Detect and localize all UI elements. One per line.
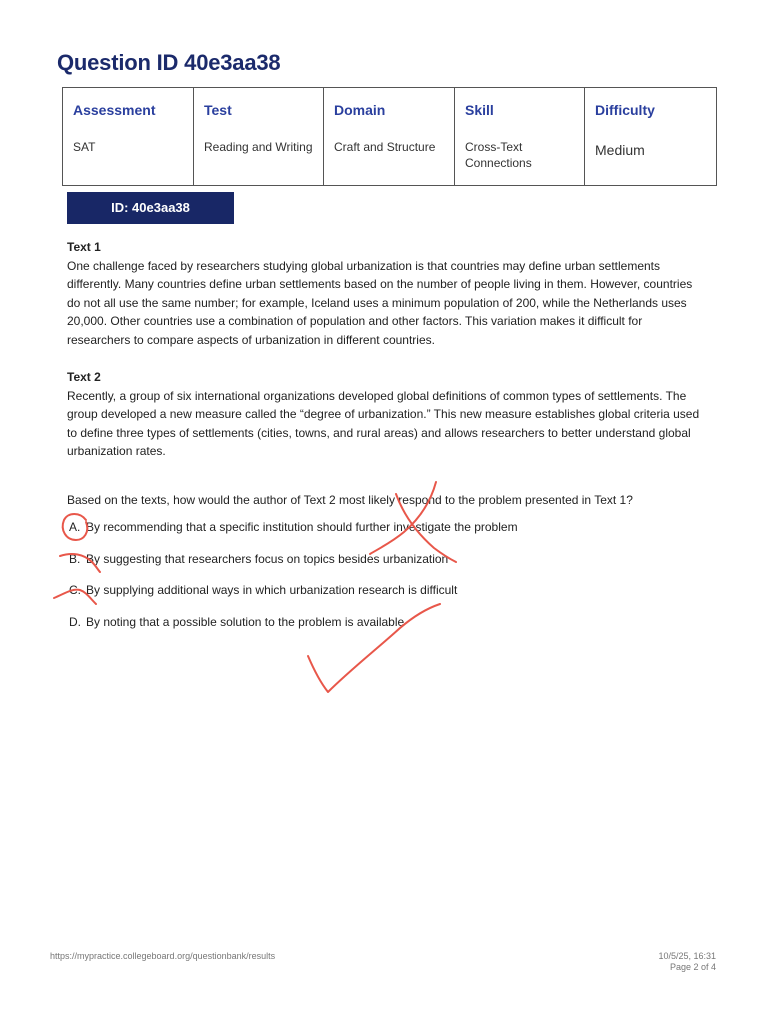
- choice-text: By supplying additional ways in which urbanization research is difficult: [86, 583, 458, 597]
- header-test: Test: [194, 88, 324, 127]
- answer-choice-c[interactable]: [69, 582, 457, 598]
- choice-letter: B.: [69, 552, 81, 566]
- text-2-passage: [67, 368, 707, 461]
- text-1-heading: Text 1: [67, 240, 101, 254]
- value-test: Reading and Writing: [194, 126, 324, 186]
- header-difficulty: Difficulty: [585, 88, 717, 127]
- value-domain: Craft and Structure: [324, 126, 455, 186]
- header-assessment: Assessment: [63, 88, 194, 127]
- choice-letter: C.: [69, 583, 81, 597]
- text-2-body: Recently, a group of six international organizations developed global definitions of common types of settlements. The group developed a new measure called the “degree of urbanization.” This new measure establishes global criteria used to define three types of settlements (cities, towns, and rural areas) and allows researchers to better understand global urbanization rates.: [67, 388, 700, 459]
- question-id-banner: ID: 40e3aa38: [67, 192, 234, 224]
- header-skill: Skill: [455, 88, 585, 127]
- footer-page-info: [658, 951, 716, 973]
- footer-url: https://mypractice.collegeboard.org/questionbank/results: [50, 951, 276, 961]
- choice-letter: D.: [69, 615, 81, 629]
- choice-text: By suggesting that researchers focus on topics besides urbanization: [86, 552, 449, 566]
- answer-choice-d[interactable]: [69, 614, 404, 630]
- choice-text: By noting that a possible solution to the problem is available: [86, 615, 405, 629]
- choice-text: By recommending that a specific institution should further investigate the problem: [86, 520, 518, 534]
- page-title: Question ID 40e3aa38: [57, 50, 281, 75]
- text-1-passage: [67, 238, 707, 350]
- metadata-value-row: [63, 126, 717, 186]
- text-1-body: One challenge faced by researchers studying global urbanization is that countries may define urban settlements differently. Many countries define urban settlements based on the number of people living in them. However, countries do not all use the same number; for example, Iceland uses a minimum population of 200, while the Netherlands uses 20,000. Other countries use a combination of population and other factors. This variation makes it difficult for researchers to compare aspects of urbanization in different countries.: [67, 258, 693, 347]
- text-2-heading: Text 2: [67, 370, 101, 384]
- choice-letter: A.: [69, 520, 81, 534]
- answer-choice-b[interactable]: [69, 551, 448, 567]
- value-skill: Cross-Text Connections: [455, 126, 585, 186]
- footer-page-number: Page 2 of 4: [669, 962, 716, 972]
- header-domain: Domain: [324, 88, 455, 127]
- footer-datetime: 10/5/25, 16:31: [658, 951, 716, 961]
- answer-choice-a[interactable]: [69, 519, 518, 535]
- value-difficulty: Medium: [585, 126, 717, 186]
- question-prompt: Based on the texts, how would the author of Text 2 most likely respond to the problem presented in Text 1?: [67, 493, 633, 507]
- metadata-header-row: [63, 88, 717, 127]
- question-metadata-table: [62, 87, 717, 186]
- value-assessment: SAT: [63, 126, 194, 186]
